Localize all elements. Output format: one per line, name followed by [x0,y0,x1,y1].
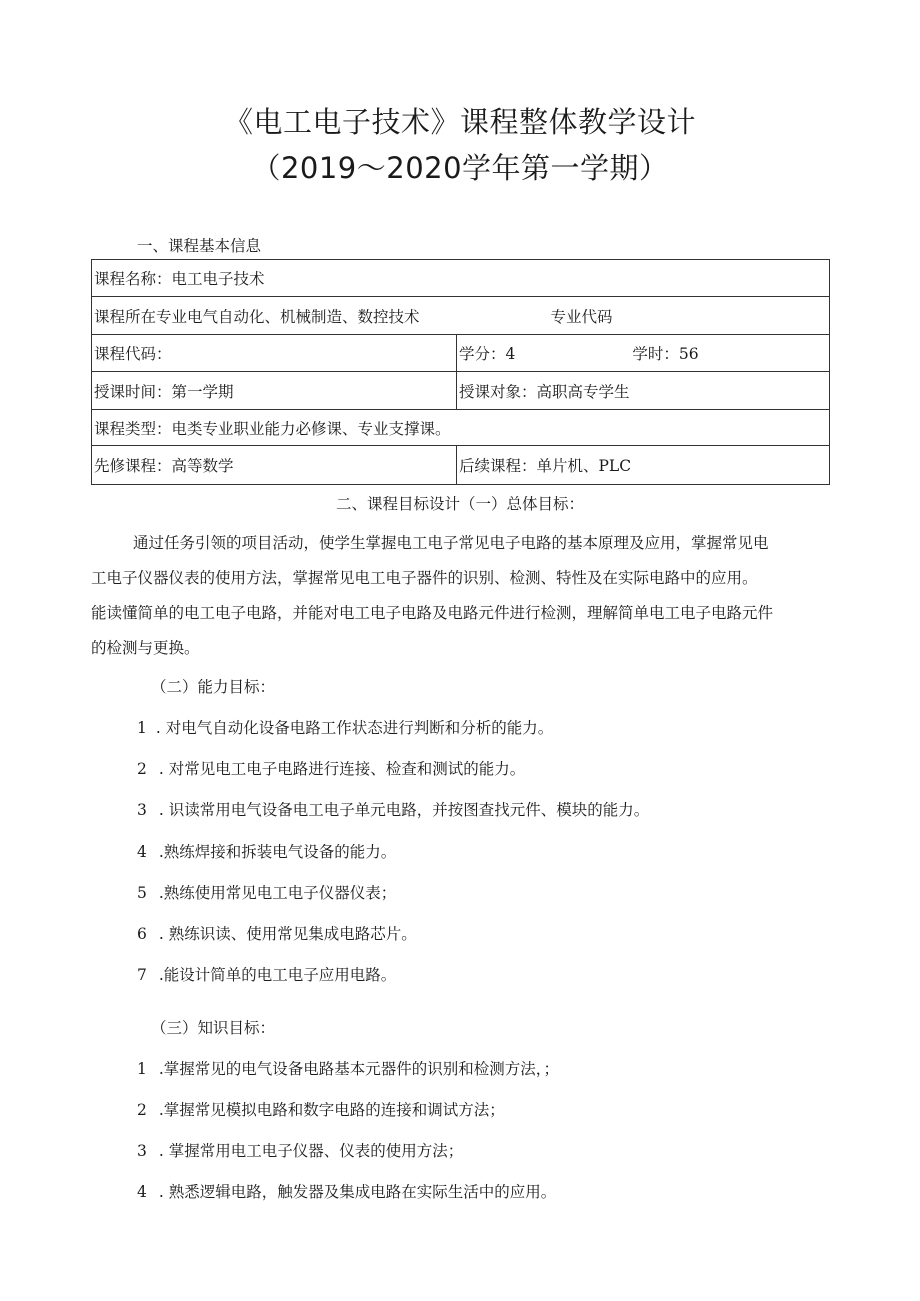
list-text: .掌握常见的电气设备电路基本元器件的识别和检测方法，； [158,1060,560,1078]
list-number: 2 [137,1101,147,1119]
list-number: 2 [137,760,147,778]
ability-item-5 [137,883,396,903]
ability-heading: （二）能力目标： [151,678,276,696]
overall-goal-paragraph [91,526,829,666]
list-number: 3 [137,801,147,819]
overall-line: 的检测与更换。 [91,639,200,657]
hours-label: 学时：56 [632,345,699,363]
follow-up-cell: 后续课程：单片机、PLC [457,446,830,485]
credits-label: 学分：4 [459,345,516,363]
course-code-cell: 课程代码： [92,335,457,372]
list-number: 7 [137,966,147,984]
list-number: 5 [137,884,147,902]
overall-line: 能读懂简单的电工电子电路，并能对电工电子电路及电路元件进行检测，理解简单电工电子电路元件 [91,604,774,622]
section1-heading: 一、课程基本信息 [137,237,262,255]
table-row [92,410,830,446]
list-text: . 掌握常用电工电子仪器、仪表的使用方法； [158,1142,464,1160]
overall-line: 工电子仪器仪表的使用方法，掌握常见电工电子器件的识别、检测、特性及在实际电路中的应用。 [91,569,758,587]
list-number: 6 [137,925,147,943]
table-row [92,260,830,297]
course-name-cell: 课程名称：电工电子技术 [92,260,830,297]
list-text: . 对电气自动化设备电路工作状态进行判断和分析的能力。 [155,719,554,737]
document-title: 《电工电子技术》课程整体教学设计 [223,105,696,139]
table-row [92,297,830,335]
list-number: 1 [137,1060,147,1078]
overall-line: 通过任务引领的项目活动，使学生掌握电工电子常见电子电路的基本原理及应用，掌握常见电 [133,534,769,552]
knowledge-item-2 [137,1100,505,1120]
ability-item-1 [137,718,553,738]
knowledge-item-3 [137,1141,463,1161]
document-subtitle: （2019～2020学年第一学期） [251,151,669,185]
major-code-label: 专业代码 [550,307,613,326]
list-text: .能设计简单的电工电子应用电路。 [158,966,397,984]
credits-hours-cell [457,335,830,372]
knowledge-item-1 [137,1059,559,1079]
ability-item-6 [137,924,417,944]
list-text: .熟练使用常见电工电子仪器仪表； [158,884,397,902]
course-info-table [91,259,830,485]
table-row [92,335,830,372]
list-number: 4 [137,843,147,861]
major-label: 课程所在专业电气自动化、机械制造、数控技术 [94,307,420,326]
ability-item-3 [137,800,649,820]
table-row [92,446,830,485]
list-text: . 熟练识读、使用常见集成电路芯片。 [158,925,417,943]
ability-item-2 [137,759,525,779]
list-number: 1 [137,719,147,737]
list-text: . 熟悉逻辑电路，触发器及集成电路在实际生活中的应用。 [158,1183,557,1201]
ability-item-7 [137,965,396,985]
list-text: . 识读常用电气设备电工电子单元电路，并按图查找元件、模块的能力。 [158,801,650,819]
prerequisite-cell: 先修课程：高等数学 [92,446,457,485]
list-number: 3 [137,1142,147,1160]
course-type-cell: 课程类型：电类专业职业能力必修课、专业支撑课。 [92,410,830,446]
knowledge-heading: （三）知识目标： [151,1019,276,1037]
section2-heading: 二、课程目标设计（一）总体目标： [335,495,584,513]
ability-item-4 [137,842,396,862]
list-text: . 对常见电工电子电路进行连接、检查和测试的能力。 [158,760,526,778]
list-text: .熟练焊接和拆装电气设备的能力。 [158,843,397,861]
audience-cell: 授课对象：高职高专学生 [457,372,830,410]
major-cell [92,297,830,335]
list-number: 4 [137,1183,147,1201]
table-row [92,372,830,410]
knowledge-item-4 [137,1182,556,1202]
list-text: .掌握常见模拟电路和数字电路的连接和调试方法； [158,1101,505,1119]
teaching-time-cell: 授课时间：第一学期 [92,372,457,410]
